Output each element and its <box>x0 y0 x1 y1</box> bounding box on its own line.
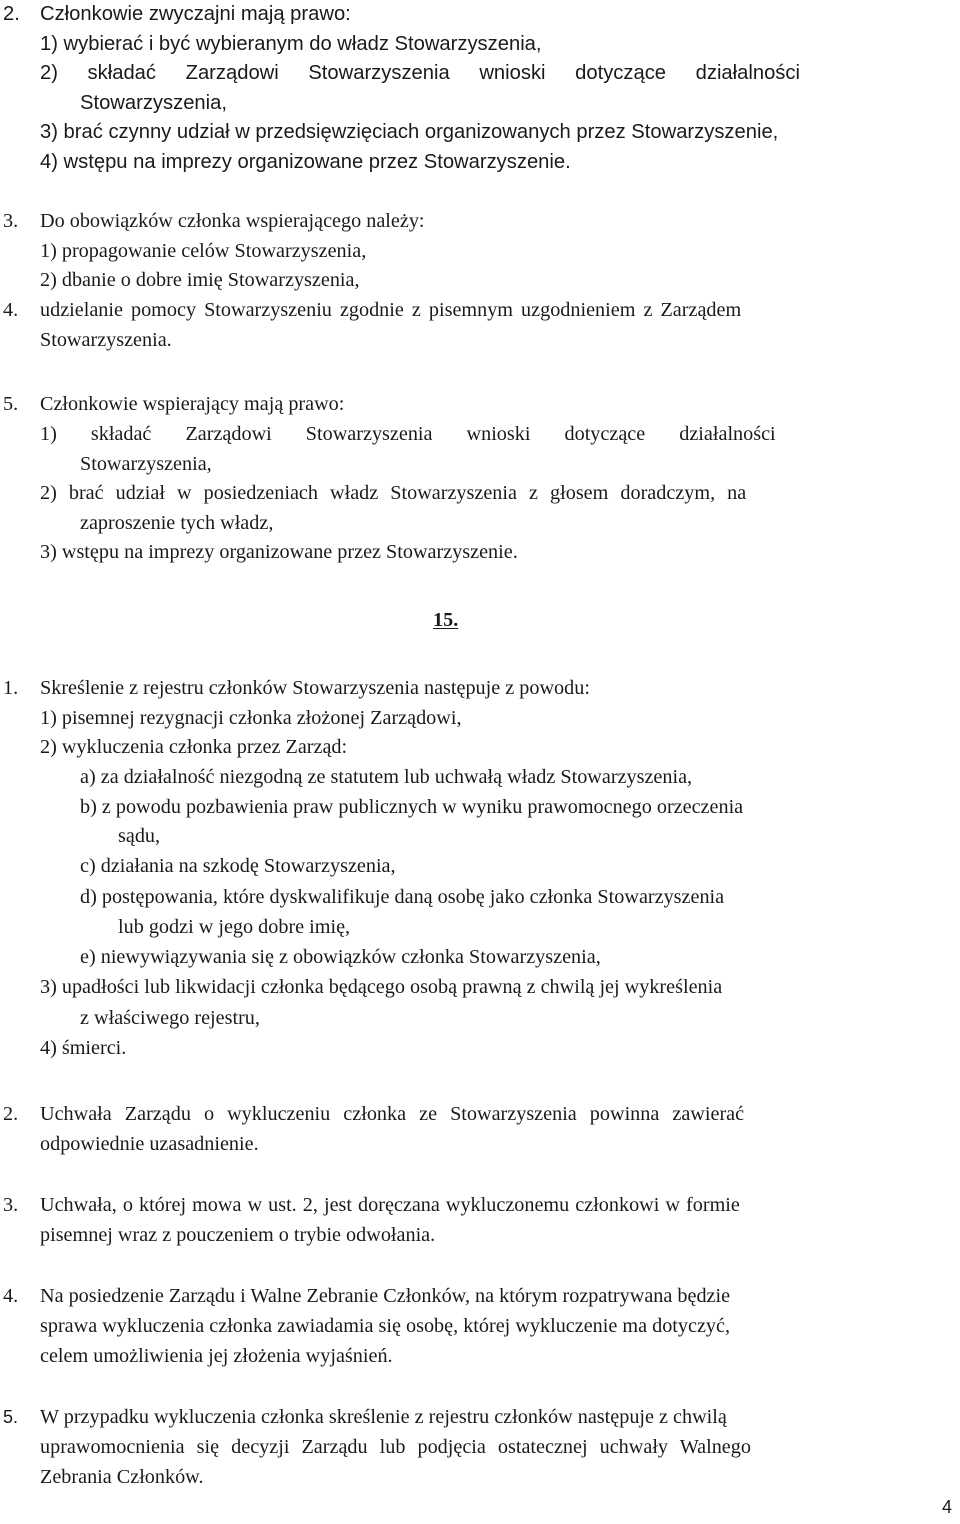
sub-list-item-continuation: sądu, <box>118 825 161 847</box>
list-item: 2) dbanie o dobre imię Stowarzyszenia, <box>40 269 360 291</box>
list-item: 3) upadłości lub likwidacji członka będącego osobą prawną z chwilą jej wykreślenia <box>40 976 723 998</box>
paragraph-number: 4. <box>3 299 19 321</box>
paragraph-line: odpowiednie uzasadnienie. <box>40 1133 259 1155</box>
paragraph-line: pisemnej wraz z pouczeniem o trybie odwołania. <box>40 1224 436 1246</box>
paragraph-lead: Członkowie wspierający mają prawo: <box>40 393 345 415</box>
list-item-text: 2) składać Zarządowi Stowarzyszenia wnioski dotyczące działalności <box>40 62 800 84</box>
paragraph-line: Stowarzyszenia. <box>40 329 172 351</box>
paragraph-number: 4. <box>3 1285 19 1307</box>
paragraph-line: Na posiedzenie Zarządu i Walne Zebranie Członków, na którym rozpatrywana będzie <box>40 1285 731 1307</box>
paragraph-lead: Skreślenie z rejestru członków Stowarzyszenia następuje z powodu: <box>40 677 590 699</box>
list-item: 2) wykluczenia członka przez Zarząd: <box>40 736 348 758</box>
paragraph-number: 3. <box>3 1194 19 1216</box>
paragraph-line: Uchwała, o której mowa w ust. 2, jest doręczana wykluczonemu członkowi w formie <box>40 1194 740 1216</box>
page-number: 4 <box>942 1497 953 1517</box>
paragraph-line: sprawa wykluczenia członka zawiadamia się osobę, której wykluczenie ma dotyczyć, <box>40 1315 731 1337</box>
paragraph-number: 1. <box>3 677 19 699</box>
list-item: 1) składać Zarządowi Stowarzyszenia wnioski dotyczące działalności <box>40 423 776 445</box>
list-item: 3) brać czynny udział w przedsięwzięciach organizowanych przez Stowarzyszenie, <box>40 121 779 143</box>
list-item: 4) wstępu na imprezy organizowane przez Stowarzyszenie. <box>40 151 571 173</box>
paragraph-line: celem umożliwienia jej złożenia wyjaśnień. <box>40 1345 393 1367</box>
paragraph-lead: Członkowie zwyczajni mają prawo: <box>40 3 351 25</box>
paragraph-line: Uchwała Zarządu o wykluczeniu członka ze Stowarzyszenia powinna zawierać <box>40 1103 745 1125</box>
paragraph-number: 5. <box>3 1407 19 1427</box>
paragraph-line: Zebrania Członków. <box>40 1466 204 1488</box>
sub-list-item: d) postępowania, które dyskwalifikuje daną osobę jako członka Stowarzyszenia <box>80 886 725 908</box>
paragraph-number: 3. <box>3 210 19 232</box>
paragraph-line: udzielanie pomocy Stowarzyszeniu zgodnie z pisemnym uzgodnieniem z Zarządem <box>40 299 742 321</box>
list-item: 1) wybierać i być wybieranym do władz Stowarzyszenia, <box>40 33 542 55</box>
list-item: 1) propagowanie celów Stowarzyszenia, <box>40 240 367 262</box>
sub-list-item: e) niewywiązywania się z obowiązków członka Stowarzyszenia, <box>80 946 601 968</box>
paragraph-line: uprawomocnienia się decyzji Zarządu lub podjęcia ostatecznej uchwały Walnego <box>40 1436 751 1458</box>
paragraph-lead: Do obowiązków członka wspierającego należy: <box>40 210 425 232</box>
sub-list-item: a) za działalność niezgodną ze statutem lub uchwałą władz Stowarzyszenia, <box>80 766 693 788</box>
paragraph-number: 2. <box>3 1103 19 1125</box>
list-item: 2) brać udział w posiedzeniach władz Stowarzyszenia z głosem doradczym, na <box>40 482 747 504</box>
sub-list-item: c) działania na szkodę Stowarzyszenia, <box>80 855 396 877</box>
paragraph-number: 2. <box>3 3 20 25</box>
sub-list-item-continuation: lub godzi w jego dobre imię, <box>118 916 351 938</box>
paragraph-number: 5. <box>3 393 19 415</box>
list-item-continuation: Stowarzyszenia, <box>80 92 227 114</box>
list-item <box>40 61 955 85</box>
section-heading: 15. <box>433 609 459 631</box>
list-item-continuation: z właściwego rejestru, <box>80 1007 260 1029</box>
list-item: 4) śmierci. <box>40 1037 127 1059</box>
list-item-continuation: zaproszenie tych władz, <box>80 512 274 534</box>
list-item-continuation: Stowarzyszenia, <box>80 453 212 475</box>
list-item: 1) pisemnej rezygnacji członka złożonej Zarządowi, <box>40 707 462 729</box>
list-item: 3) wstępu na imprezy organizowane przez Stowarzyszenie. <box>40 541 518 563</box>
paragraph-line: W przypadku wykluczenia członka skreślenie z rejestru członków następuje z chwilą <box>40 1406 727 1428</box>
sub-list-item: b) z powodu pozbawienia praw publicznych w wyniku prawomocnego orzeczenia <box>80 796 744 818</box>
